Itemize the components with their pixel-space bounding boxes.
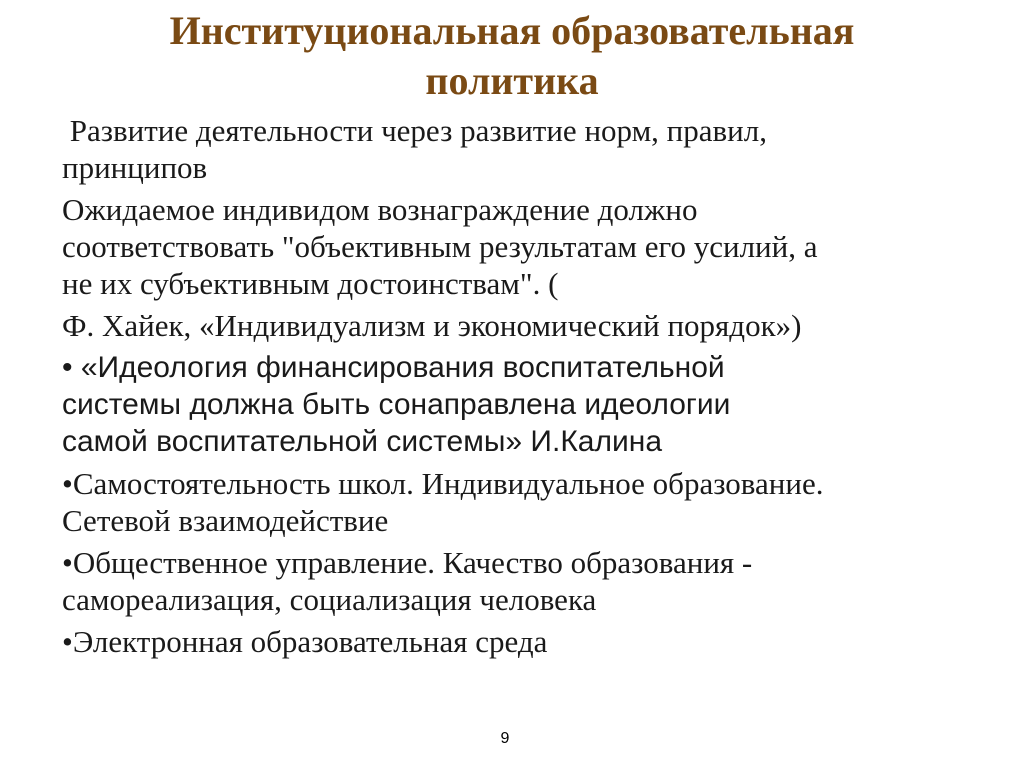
paragraph-line: •Общественное управление. Качество образования -: [62, 545, 753, 580]
bullet-public-governance: [62, 544, 982, 618]
paragraph-line: соответствовать "объективным результатам его усилий, а: [62, 229, 818, 264]
slide-title: [60, 6, 964, 106]
page-number: 9: [500, 730, 510, 747]
paragraph-hayek-citation: [62, 307, 982, 344]
paragraph-line: Ожидаемое индивидом вознаграждение должно: [62, 192, 698, 227]
paragraph-norms: [62, 112, 982, 186]
bullet-ideology-quote: [62, 349, 982, 460]
paragraph-line: не их субъективным достоинствам". (: [62, 266, 559, 301]
paragraph-line: •Самостоятельность школ. Индивидуальное образование.: [62, 466, 824, 501]
slide-title-line-2: политика: [425, 58, 599, 103]
paragraph-line: Ф. Хайек, «Индивидуализм и экономический порядок»): [62, 308, 802, 343]
slide-body: [62, 112, 982, 665]
paragraph-reward: [62, 191, 982, 302]
paragraph-line: самой воспитательной системы» И.Калина: [62, 425, 662, 458]
paragraph-line: системы должна быть сонаправлена идеологии: [62, 388, 731, 421]
bullet-e-learning-environment: [62, 623, 982, 660]
slide-title-line-1: Институциональная образовательная: [169, 8, 855, 53]
paragraph-line: Развитие деятельности через развитие норм, правил,: [62, 113, 767, 148]
paragraph-line: • «Идеология финансирования воспитательной: [62, 351, 725, 384]
bullet-school-autonomy: [62, 465, 982, 539]
paragraph-line: самореализация, социализация человека: [62, 582, 597, 617]
paragraph-line: •Электронная образовательная среда: [62, 624, 548, 659]
paragraph-line: Сетевой взаимодействие: [62, 503, 389, 538]
paragraph-line: принципов: [62, 150, 208, 185]
